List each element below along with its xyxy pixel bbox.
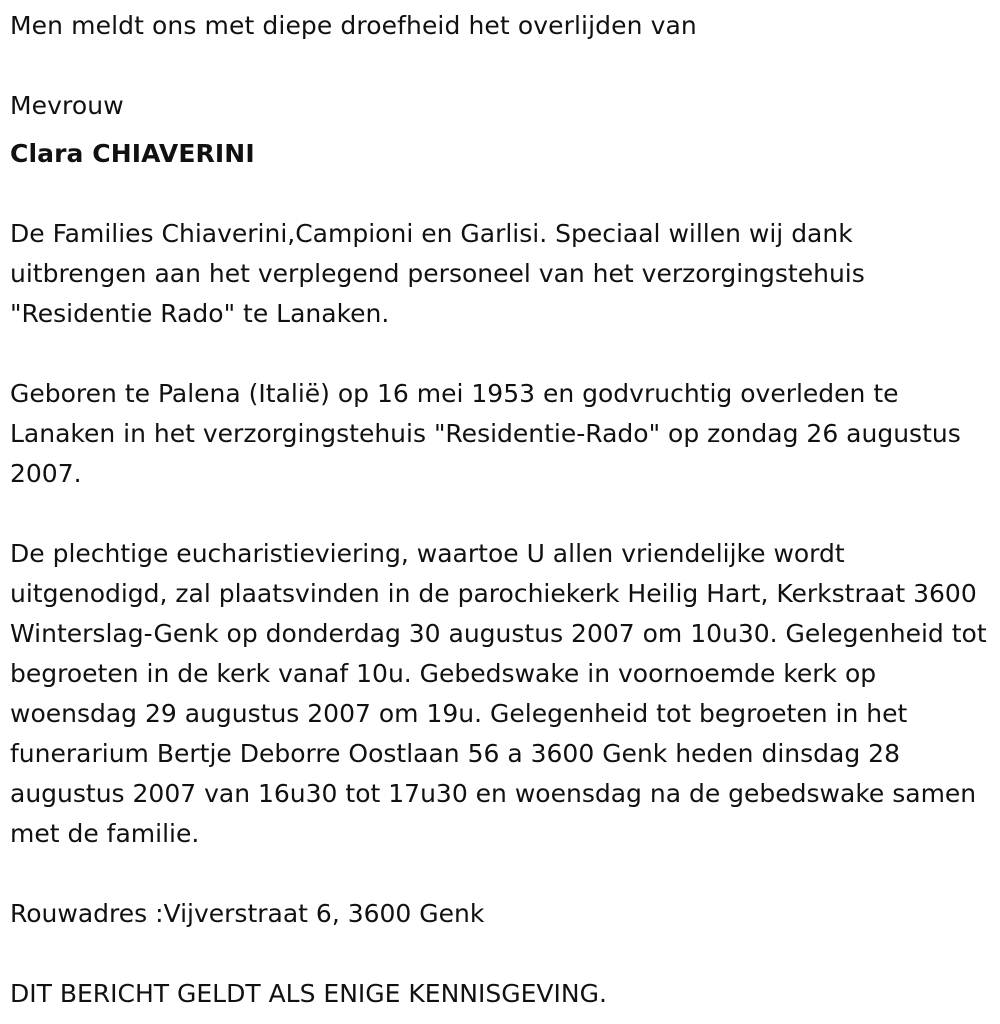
notice-statement: DIT BERICHT GELDT ALS ENIGE KENNISGEVING. (10, 979, 607, 1008)
spacer (10, 46, 990, 86)
birth-death-paragraph: Geboren te Palena (Italië) op 16 mei 1953 en godvruchtig overleden te Lanaken in het verzorgingstehuis "Residentie-Rado" op zondag 26 augustus 2007. (10, 379, 961, 488)
mourning-address: Rouwadres :Vijverstraat 6, 3600 Genk (10, 899, 485, 928)
spacer (10, 494, 990, 534)
family-thanks-paragraph: De Families Chiaverini,Campioni en Garlisi. Speciaal willen wij dank uitbrengen aan het verplegend personeel van het verzorgingstehuis "Residentie Rado" te Lanaken. (10, 219, 865, 328)
spacer (10, 934, 990, 974)
spacer (10, 854, 990, 894)
spacer (10, 174, 990, 214)
honorific: Mevrouw (10, 91, 124, 120)
intro-text: Men meldt ons met diepe droefheid het overlijden van (10, 11, 697, 40)
deceased-name: Clara CHIAVERINI (10, 139, 255, 168)
spacer (10, 334, 990, 374)
ceremony-paragraph: De plechtige eucharistieviering, waartoe U allen vriendelijke wordt uitgenodigd, zal plaatsvinden in de parochiekerk Heilig Hart, Kerkstraat 3600 Winterslag-Genk op donderdag 30 augustus 2007 om 10u30. Gelegenheid tot begroeten in de kerk vanaf 10u. Gebedswake in voornoemde kerk op woensdag 29 augustus 2007 om 19u. Gelegenheid tot begroeten in het funerarium Bertje Deborre Oostlaan 56 a 3600 Genk heden dinsdag 28 augustus 2007 van 16u30 tot 17u30 en woensdag na de gebedswake samen met de familie. (10, 539, 987, 848)
